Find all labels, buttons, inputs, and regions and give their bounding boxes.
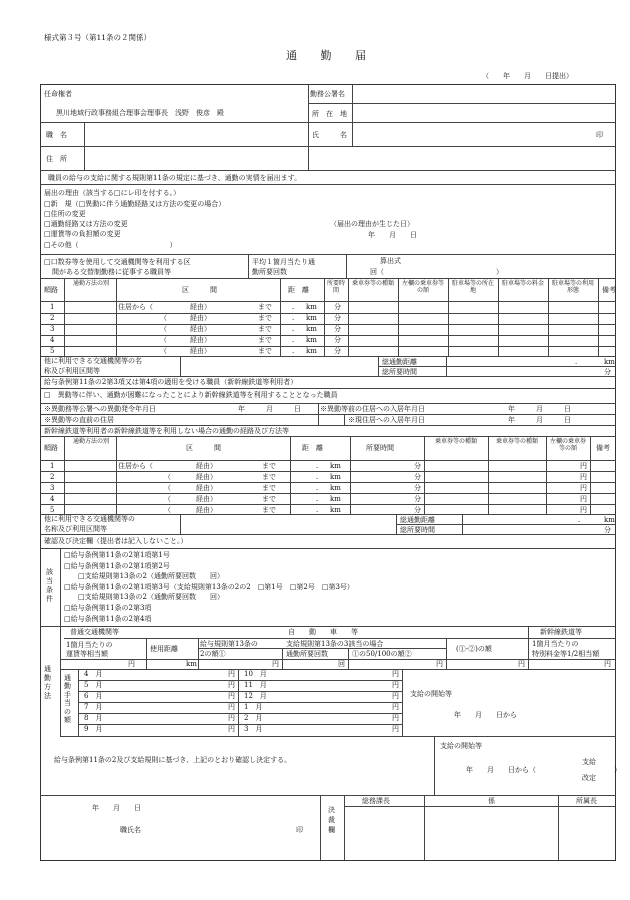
transfer-date: 年 月 日 bbox=[238, 405, 301, 413]
col-header: 左欄の乗車券等の額 bbox=[549, 438, 586, 452]
reason-item[interactable]: □新 規（□異動に伴う通勤経路又は方法の変更の場合） bbox=[44, 200, 226, 208]
month-label: 10 月 bbox=[244, 670, 267, 678]
month-label: 7 月 bbox=[84, 703, 103, 711]
time-unit: 分 bbox=[414, 484, 421, 492]
fifty-percent-label: ①の50/100の額② bbox=[352, 650, 412, 658]
route-from: （ bbox=[160, 325, 167, 333]
yen-unit: 円 bbox=[228, 714, 235, 722]
route-from: （ bbox=[164, 495, 171, 503]
condition-label: 該当条件 bbox=[46, 568, 53, 604]
prev-move-date: 年 月 日 bbox=[508, 405, 571, 413]
col-header: 左欄の乗車券等の額 bbox=[401, 280, 444, 294]
route-via: 経由） bbox=[190, 303, 211, 311]
page-title: 通 勤 届 bbox=[286, 49, 376, 62]
car-label: 自 動 車 等 bbox=[288, 628, 358, 636]
yen-unit: 円 bbox=[580, 484, 587, 492]
yen-unit: 円 bbox=[228, 725, 235, 733]
location-label: 所 在 地 bbox=[312, 110, 347, 118]
seal-mark: 印 bbox=[596, 131, 603, 139]
reason-item[interactable]: □通勤経路又は方法の変更 bbox=[44, 220, 128, 228]
yen-unit: 円 bbox=[228, 692, 235, 700]
distance-dot: . bbox=[316, 495, 319, 503]
route-from: 住居から（ bbox=[118, 462, 153, 470]
time-unit: 分 bbox=[414, 495, 421, 503]
confirm-heading: 確認及び決定欄（提出者は記入しないこと。） bbox=[44, 537, 188, 545]
condition-item[interactable]: □給与条例第11条の2第1項第3号（支給規則第13条の2の2 □第1号 □第2号 □第3号） bbox=[64, 582, 354, 591]
col-header: 所要時間 bbox=[366, 444, 394, 452]
route-to: まで bbox=[262, 506, 276, 514]
col-header: 備考 bbox=[602, 286, 616, 294]
route-via: 経由） bbox=[196, 484, 217, 492]
col-header: 駐車場等の料金 bbox=[501, 280, 544, 287]
route-to: まで bbox=[258, 347, 272, 355]
total-distance-unit: km bbox=[604, 358, 615, 366]
month-label: 6 月 bbox=[84, 692, 103, 700]
distance-dot: . bbox=[292, 325, 295, 333]
time-unit: 分 bbox=[414, 506, 421, 514]
month-label: 5 月 bbox=[84, 681, 103, 689]
row-number: 2 bbox=[50, 473, 55, 481]
condition-item[interactable]: □支給規則第13条の2（通勤所要回数 回） bbox=[64, 572, 224, 581]
month-label: 12 月 bbox=[244, 692, 267, 700]
reason-item[interactable]: □その他（ ） bbox=[44, 241, 177, 249]
shinkansen-line1: 給与条例第11条の2第3項又は第4項の適用を受ける職員（新幹線鉄道等利用者） bbox=[44, 378, 298, 386]
route-from: （ bbox=[160, 314, 167, 322]
transport-method-label: 通勤方法 bbox=[44, 665, 51, 701]
allowance-start-label: 支給の開始等 bbox=[410, 690, 452, 698]
yen-unit: 円 bbox=[518, 660, 525, 668]
half-fee-label: 特別料金等1/2相当額 bbox=[532, 650, 600, 658]
manager-label: 総務課長 bbox=[362, 797, 390, 805]
distance-dot: . bbox=[316, 462, 319, 470]
yen-unit: 円 bbox=[228, 681, 235, 689]
month-label: 8 月 bbox=[84, 714, 103, 722]
cur-move-label: ※現住居への入居年月日 bbox=[348, 416, 425, 424]
distance-dot: . bbox=[316, 484, 319, 492]
col-header: 区 間 bbox=[186, 444, 221, 452]
other-transit-label: 他に利用できる交通機関等の bbox=[44, 515, 135, 523]
reason-item[interactable]: □運賃等の負担額の変更 bbox=[44, 230, 121, 238]
support-label: 支給 bbox=[582, 758, 596, 766]
route-to: まで bbox=[258, 303, 272, 311]
yen-unit: 円 bbox=[580, 495, 587, 503]
yen-unit: 円 bbox=[580, 462, 587, 470]
yen-unit: 円 bbox=[272, 660, 279, 668]
decision-start-label: 支給の開始等 bbox=[440, 742, 482, 750]
month-label: 3 月 bbox=[244, 725, 263, 733]
yen-unit: 円 bbox=[392, 681, 399, 689]
reason-heading: 届出の理由（該当する□にレ印を付する。） bbox=[44, 189, 181, 197]
time-unit: 分 bbox=[334, 303, 341, 311]
address-label: 住 所 bbox=[46, 155, 67, 163]
distance-unit: km bbox=[330, 506, 341, 514]
route-via: 経由） bbox=[190, 336, 211, 344]
yen-unit: 円 bbox=[128, 660, 135, 668]
transit-label: □口数券等を使用して交通機関等を利用する区 bbox=[44, 258, 191, 266]
col-header: 乗車券等の種類 bbox=[495, 438, 538, 445]
formula-label: (①-②)の額 bbox=[456, 645, 492, 653]
decision-close: ） bbox=[614, 766, 621, 774]
prev-address-label: ※異動等の直前の住居 bbox=[44, 416, 114, 424]
route-via: 経由） bbox=[196, 473, 217, 481]
route-via: 経由） bbox=[196, 495, 217, 503]
month-label: 1 月 bbox=[244, 703, 263, 711]
commute-count-label: 通勤所要回数 bbox=[286, 650, 328, 658]
route-from: （ bbox=[160, 336, 167, 344]
row-number: 1 bbox=[50, 462, 55, 470]
total-distance-label: 総通勤距離 bbox=[400, 516, 435, 524]
condition-item[interactable]: □支給規則第13条の2（通勤所要回数 回） bbox=[64, 593, 224, 602]
shinkansen-line2[interactable]: □ 異動等に伴い、通勤が困難になったことにより新幹線鉄道等を利用することとなった職員 bbox=[44, 391, 338, 399]
yen-unit: 円 bbox=[604, 660, 611, 668]
avg-count-label: 勤所要回数 bbox=[252, 268, 287, 276]
chief-label: 係 bbox=[488, 797, 495, 805]
rule-amount-label: 給与規則第13条の bbox=[200, 640, 258, 648]
dept-head-label: 所属長 bbox=[576, 797, 597, 805]
seal-mark: 印 bbox=[296, 826, 303, 834]
month-label: 4 月 bbox=[84, 670, 103, 678]
month-label: 2 月 bbox=[244, 714, 263, 722]
office-label: 勤務公署名 bbox=[310, 90, 345, 98]
distance-dot: . bbox=[316, 473, 319, 481]
calc-label: 算出式 bbox=[380, 257, 401, 265]
col-header: 通勤方法の別 bbox=[72, 438, 109, 445]
decision-start-date: 年 月 日から（ bbox=[466, 766, 536, 774]
route-to: まで bbox=[262, 495, 276, 503]
route-to: まで bbox=[258, 325, 272, 333]
use-distance-label: 使用距離 bbox=[150, 645, 178, 653]
allowance-start-date: 年 月 日から bbox=[454, 711, 517, 719]
submission-date: （ 年 月 日提出） bbox=[482, 72, 573, 80]
distance-unit: km bbox=[306, 347, 317, 355]
staff-name-label: 職氏名 bbox=[120, 826, 141, 834]
total-time-label: 総所要時間 bbox=[382, 368, 417, 376]
col-header: 所要時間 bbox=[326, 280, 345, 294]
yen-unit: 円 bbox=[392, 703, 399, 711]
row-number: 3 bbox=[50, 325, 55, 333]
distance-dot: . bbox=[292, 314, 295, 322]
month-label: 9 月 bbox=[84, 725, 103, 733]
transfer-date-label: ※異動務等公署への異動発令年月日 bbox=[44, 405, 156, 413]
revise-label: 改定 bbox=[582, 774, 596, 782]
total-distance-unit: km bbox=[604, 516, 615, 524]
total-distance-label: 総通勤距離 bbox=[382, 358, 417, 366]
other-transit-label: 他に利用できる交通機関等の名 bbox=[44, 357, 142, 365]
time-unit: 分 bbox=[414, 473, 421, 481]
allowance-amount-label: 通勤手当の額 bbox=[64, 674, 71, 724]
rule-amount-label: 2の額① bbox=[200, 650, 226, 658]
other-transit-label: 称及び利用区間等 bbox=[44, 367, 100, 375]
col-header: 駐車場等の所在地 bbox=[451, 280, 494, 294]
distance-unit: km bbox=[330, 473, 341, 481]
time-unit: 分 bbox=[334, 336, 341, 344]
route-to: まで bbox=[262, 462, 276, 470]
row-number: 4 bbox=[50, 336, 55, 344]
time-unit: 分 bbox=[334, 347, 341, 355]
col-header: 備考 bbox=[596, 444, 610, 452]
reason-date-label: （届出の理由が生じた日） bbox=[330, 220, 414, 228]
row-number: 3 bbox=[50, 484, 55, 492]
condition-item[interactable]: □給与条例第11条の2第4項 bbox=[64, 614, 152, 623]
row-number: 1 bbox=[50, 303, 55, 311]
yen-unit: 円 bbox=[228, 703, 235, 711]
col-header: 距 離 bbox=[288, 286, 309, 294]
col-header: 通勤方法の別 bbox=[72, 280, 109, 287]
reason-date-value: 年 月 日 bbox=[368, 231, 417, 239]
yen-unit: 円 bbox=[436, 660, 443, 668]
route-via: 経由） bbox=[190, 314, 211, 322]
route-to: まで bbox=[258, 314, 272, 322]
route-to: まで bbox=[262, 473, 276, 481]
route-from: 住居から（ bbox=[118, 303, 153, 311]
distance-dot: . bbox=[292, 303, 295, 311]
distance-unit: km bbox=[306, 325, 317, 333]
reason-item[interactable]: □住所の変更 bbox=[44, 210, 86, 218]
distance-dot: . bbox=[316, 506, 319, 514]
appointer-label: 任命権者 bbox=[44, 90, 72, 98]
kessai-label: 決裁欄 bbox=[328, 806, 335, 834]
no-shinkansen-label: 新幹線鉄道等利用者の新幹線鉄道等を利用しない場合の通勤の経路及び方法等 bbox=[44, 427, 289, 435]
col-header: 距 離 bbox=[302, 444, 323, 452]
row-number: 2 bbox=[50, 314, 55, 322]
half-fee-label: 1箇月当たりの bbox=[532, 640, 579, 648]
decision-date: 年 月 日 bbox=[92, 804, 141, 812]
distance-unit: km bbox=[330, 462, 341, 470]
form-number: 様式第３号（第11条の２関係） bbox=[44, 33, 152, 42]
yen-unit: 円 bbox=[580, 473, 587, 481]
condition-item[interactable]: □給与条例第11条の2第3項 bbox=[64, 604, 152, 612]
transit-label: 間がある交替制勤務に従事する職員等 bbox=[52, 268, 171, 276]
time-unit: 分 bbox=[414, 462, 421, 470]
monthly-fare-label: 1箇月当たりの bbox=[66, 641, 113, 649]
total-distance-dot: . bbox=[575, 358, 578, 366]
cur-move-date: 年 月 日 bbox=[508, 416, 571, 424]
row-number: 5 bbox=[50, 347, 55, 355]
total-time-unit: 分 bbox=[604, 368, 611, 376]
col-header: 乗車券等の種類 bbox=[434, 438, 477, 445]
route-from: （ bbox=[164, 506, 171, 514]
yen-unit: 円 bbox=[392, 692, 399, 700]
appointer-value: 黒川地域行政事務組合理事会理事長 浅野 俊彦 殿 bbox=[56, 109, 224, 117]
transit-col-label: 普通交通機関等 bbox=[70, 628, 119, 636]
distance-dot: . bbox=[292, 347, 295, 355]
total-time-unit: 分 bbox=[604, 526, 611, 534]
name-label: 氏 名 bbox=[312, 131, 347, 139]
time-unit: 分 bbox=[334, 314, 341, 322]
condition-item[interactable]: □給与条例第11条の2第1項第1号 bbox=[64, 551, 170, 559]
route-from: （ bbox=[164, 484, 171, 492]
shinkansen-col-label: 新幹線鉄道等 bbox=[540, 628, 582, 636]
time-unit: 分 bbox=[334, 325, 341, 333]
decision-text: 給与条例第11条の2及び支給規則に基づき、上記のとおり確認し決定する。 bbox=[54, 756, 292, 764]
condition-item[interactable]: □給与条例第11条の2第1項第2号 bbox=[64, 561, 170, 570]
route-via: 経由） bbox=[190, 347, 211, 355]
route-to: まで bbox=[262, 484, 276, 492]
yen-unit: 円 bbox=[228, 670, 235, 678]
yen-unit: 円 bbox=[392, 714, 399, 722]
route-from: （ bbox=[164, 473, 171, 481]
col-header: 駐車場等の利用形態 bbox=[551, 280, 594, 294]
route-via: 経由） bbox=[196, 462, 217, 470]
distance-unit: km bbox=[306, 314, 317, 322]
col-header: 順路 bbox=[44, 286, 58, 294]
distance-unit: km bbox=[330, 484, 341, 492]
km-unit: km bbox=[186, 660, 197, 668]
route-via: 経由） bbox=[190, 325, 211, 333]
route-to: まで bbox=[258, 336, 272, 344]
calc-value: 回（ ） bbox=[370, 268, 503, 276]
yen-unit: 円 bbox=[580, 506, 587, 514]
avg-count-label: 平均１箇月当たり通 bbox=[252, 258, 315, 266]
total-time-label: 総所要時間 bbox=[400, 526, 435, 534]
route-via: 経由） bbox=[196, 506, 217, 514]
col-header: 乗車券等の種類 bbox=[351, 280, 394, 287]
other-transit-label: 名称及び利用区間等 bbox=[44, 525, 107, 533]
rule2-label: 支給規則第13条の3該当の場合 bbox=[286, 640, 384, 648]
month-label: 11 月 bbox=[244, 681, 267, 689]
row-number: 5 bbox=[50, 506, 55, 514]
distance-dot: . bbox=[292, 336, 295, 344]
col-header: 順路 bbox=[44, 444, 58, 452]
route-from: （ bbox=[160, 347, 167, 355]
yen-unit: 円 bbox=[392, 725, 399, 733]
col-header: 区 間 bbox=[182, 286, 217, 294]
distance-unit: km bbox=[306, 303, 317, 311]
position-label: 職 名 bbox=[46, 131, 67, 139]
distance-unit: km bbox=[330, 495, 341, 503]
monthly-fare-label: 運賃等相当額 bbox=[66, 650, 108, 658]
declaration: 職員の給与の支給に関する規則第11条の規定に基づき、通勤の実情を届出ます。 bbox=[48, 174, 302, 182]
total-distance-dot: . bbox=[578, 516, 581, 524]
yen-unit: 円 bbox=[392, 670, 399, 678]
distance-unit: km bbox=[306, 336, 317, 344]
prev-move-label: ※異動等前の住居への入居年月日 bbox=[320, 405, 425, 413]
kai-unit: 回 bbox=[338, 660, 345, 668]
row-number: 4 bbox=[50, 495, 55, 503]
